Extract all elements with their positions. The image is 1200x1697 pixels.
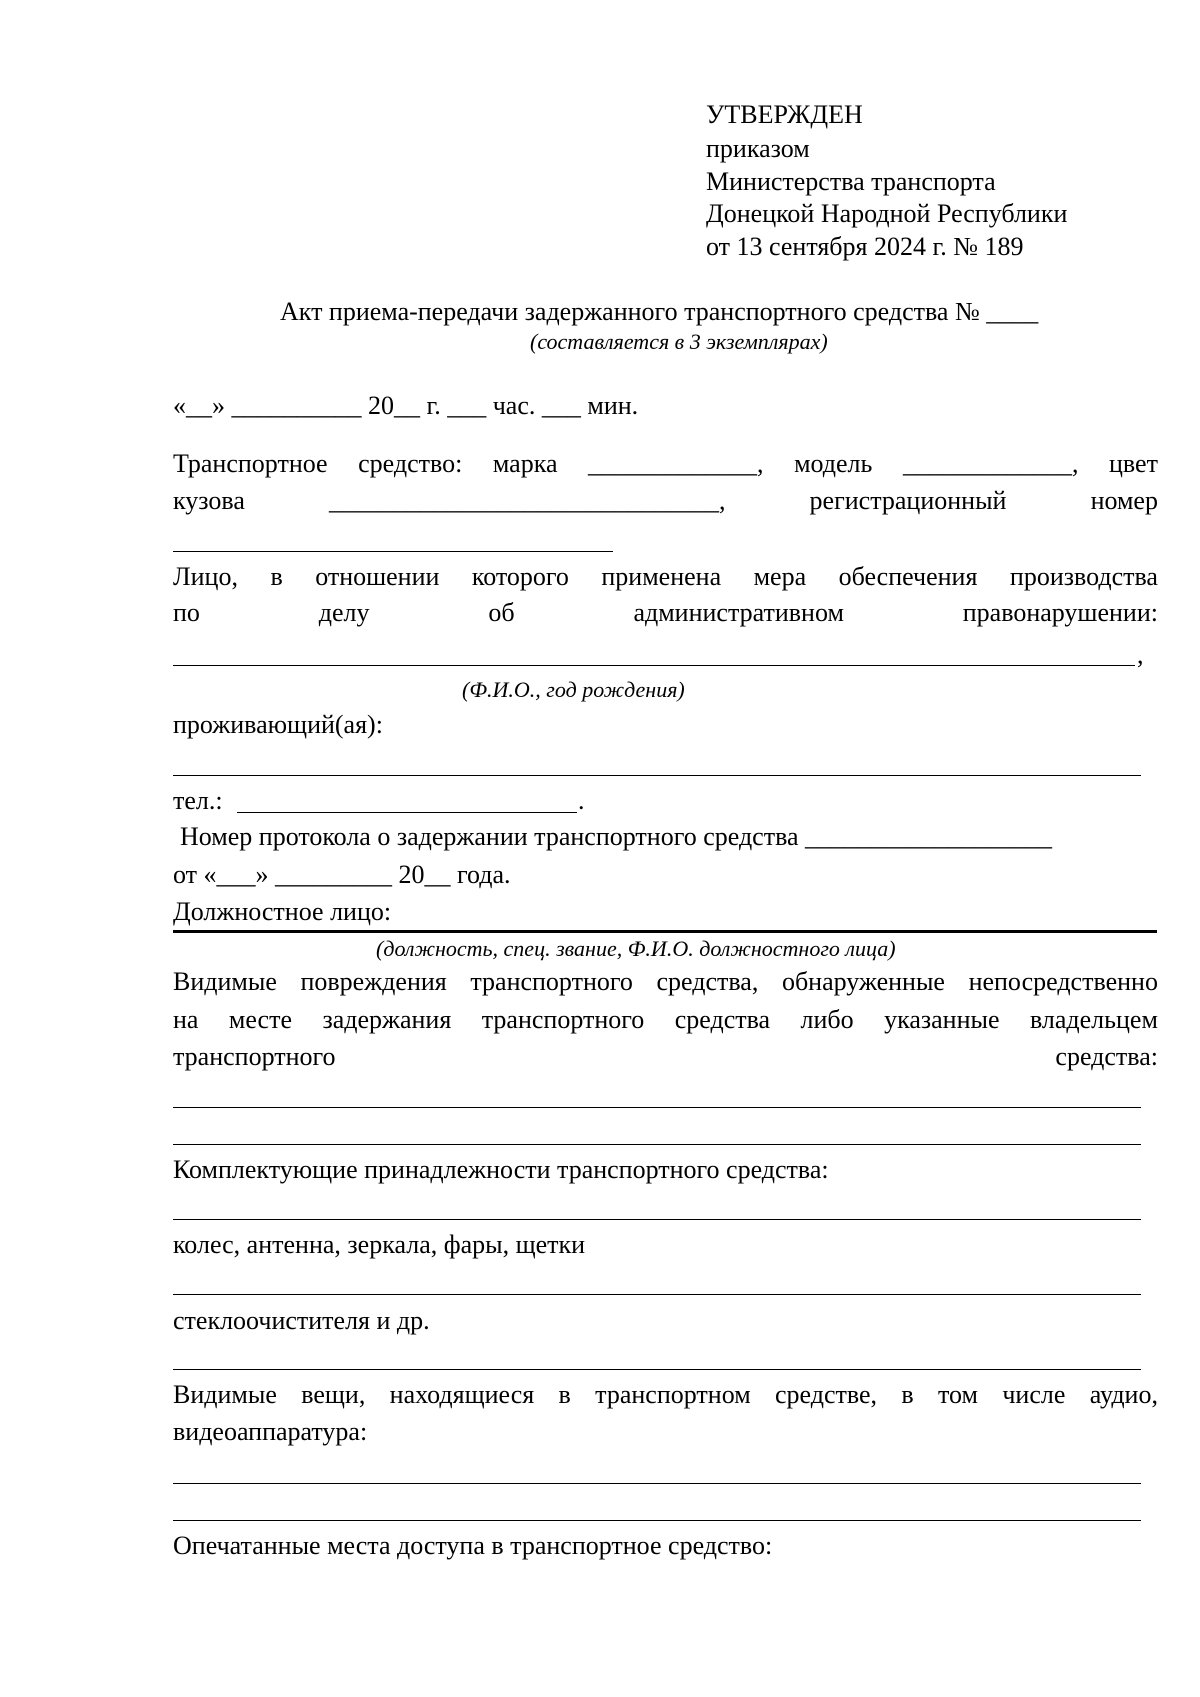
damage-word: месте [228, 1005, 292, 1034]
vehicle-word: Транспортное [173, 449, 328, 478]
person-word: по [173, 598, 200, 627]
person-line-1 [173, 562, 1158, 592]
person-word: делу [318, 598, 370, 627]
person-word: Лицо, [173, 562, 238, 591]
things-word: транспортном [595, 1380, 751, 1409]
person-word: мера [753, 562, 807, 591]
damage-blank-line-2 [173, 1144, 1141, 1145]
vehicle-line-2 [173, 486, 1158, 516]
approval-line-2: Министерства транспорта [706, 167, 996, 196]
accessories-line-1: колес, антенна, зеркала, фары, щетки [173, 1230, 586, 1259]
official-caption: (должность, спец. звание, Ф.И.О. должностного лица) [376, 936, 896, 961]
person-name-comma: , [1137, 640, 1144, 669]
date-time-line: «__» __________ 20__ г. ___ час. ___ мин. [173, 391, 639, 420]
things-word: в [558, 1380, 571, 1409]
things-word: том [938, 1380, 978, 1409]
damage-line-1 [173, 967, 1158, 997]
accessories-blank-line-3 [173, 1369, 1141, 1370]
approval-line-1: приказом [706, 134, 810, 163]
vehicle-word: цвет [1108, 449, 1158, 478]
vehicle-word: регистрационный [809, 486, 1007, 515]
approval-line-4: от 13 сентября 2024 г. № 189 [706, 232, 1024, 261]
protocol-line-1: Номер протокола о задержании транспортного средства ___________________ [180, 822, 1053, 851]
things-blank-line-2 [173, 1520, 1141, 1521]
vehicle-model-blank: _____________, [902, 449, 1079, 478]
phone-line [237, 812, 577, 813]
damage-word: владельцем [1029, 1005, 1158, 1034]
things-word: аудио, [1089, 1380, 1158, 1409]
damage-line-2 [173, 1005, 1158, 1035]
damage-word: либо [800, 1005, 854, 1034]
things-line-1 [173, 1380, 1158, 1410]
damage-word: обнаруженные [781, 967, 945, 996]
things-line-2: видеоаппаратура: [173, 1417, 368, 1446]
vehicle-word: кузова [173, 486, 245, 515]
document-subtitle: (составляется в 3 экземплярах) [530, 329, 828, 354]
damage-word: транспортного [470, 967, 633, 996]
approval-line-3: Донецкой Народной Республики [706, 199, 1068, 228]
damage-word: повреждения [300, 967, 447, 996]
vehicle-brand-blank: _____________, [588, 449, 764, 478]
person-word: которого [471, 562, 569, 591]
seals-title: Опечатанные места доступа в транспортное средство: [173, 1531, 773, 1560]
damage-word: средства: [1055, 1042, 1158, 1071]
phone-end: . [578, 786, 585, 815]
residing-line [173, 775, 1141, 776]
protocol-line-2: от «___» _________ 20__ года. [173, 860, 511, 889]
accessories-blank-line-1 [173, 1219, 1141, 1220]
things-word: вещи, [301, 1380, 366, 1409]
document-title: Акт приема-передачи задержанного транспортного средства № ____ [280, 297, 1039, 326]
things-word: числе [1002, 1380, 1066, 1409]
registration-number-line [173, 551, 613, 552]
person-word: обеспечения [838, 562, 978, 591]
person-word: в [270, 562, 283, 591]
person-word: правонарушении: [962, 598, 1158, 627]
vehicle-word: марка [492, 449, 558, 478]
phone-label: тел.: [173, 786, 223, 815]
accessories-line-2: стеклоочистителя и др. [173, 1306, 430, 1335]
residing-label: проживающий(ая): [173, 710, 383, 739]
person-line-2 [173, 598, 1158, 628]
approval-title: УТВЕРЖДЕН [706, 100, 863, 129]
official-line [173, 930, 1157, 933]
vehicle-word: модель [794, 449, 873, 478]
damage-word: непосредственно [968, 967, 1158, 996]
person-name-line [173, 665, 1135, 666]
damage-blank-line-1 [173, 1107, 1141, 1108]
vehicle-word: средство: [358, 449, 463, 478]
damage-word: Видимые [173, 967, 277, 996]
official-label: Должностное лицо: [173, 897, 392, 926]
things-word: средстве, [775, 1380, 878, 1409]
person-word: административном [633, 598, 844, 627]
damage-word: средства, [656, 967, 759, 996]
things-word: Видимые [173, 1380, 277, 1409]
person-word: применена [601, 562, 722, 591]
damage-word: средства [674, 1005, 771, 1034]
damage-word: задержания [322, 1005, 452, 1034]
person-word: об [488, 598, 515, 627]
damage-word: указанные [884, 1005, 1000, 1034]
person-word: производства [1009, 562, 1158, 591]
accessories-blank-line-2 [173, 1294, 1141, 1295]
damage-word: транспортного [481, 1005, 645, 1034]
vehicle-line-1 [173, 449, 1158, 479]
damage-word: транспортного [173, 1042, 336, 1071]
person-word: отношении [315, 562, 440, 591]
things-word: находящиеся [389, 1380, 535, 1409]
damage-word: на [173, 1005, 199, 1034]
things-blank-line-1 [173, 1483, 1141, 1484]
things-word: в [901, 1380, 914, 1409]
damage-line-3 [173, 1042, 1158, 1072]
accessories-title: Комплектующие принадлежности транспортного средства: [173, 1155, 829, 1184]
person-name-caption: (Ф.И.О., год рождения) [462, 677, 685, 702]
body-color-blank: ______________________________, [328, 486, 726, 515]
vehicle-word: номер [1090, 486, 1158, 515]
